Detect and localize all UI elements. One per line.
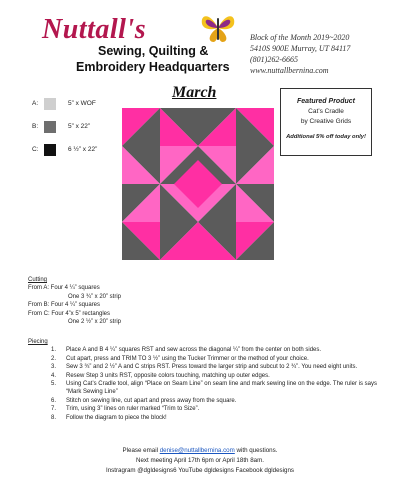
- step-number: 3.: [51, 364, 57, 371]
- step-text: Cut apart, press and TRIM TO 3 ½” using the Tucker Trimmer or the method of your choice.: [66, 355, 309, 362]
- fabric-swatches: [32, 92, 97, 161]
- step-text: Resew Step 3 units RST, opposite colors touching, matching up outer edges.: [66, 372, 270, 379]
- logo-line-2: Embroidery Headquarters: [76, 60, 230, 74]
- quilt-block-diagram: [122, 108, 274, 260]
- swatch-c: [44, 144, 56, 156]
- piecing-step: [28, 397, 378, 405]
- piecing-section: [28, 338, 378, 422]
- step-text: Follow the diagram to piece the block!: [66, 414, 167, 421]
- bom-title: Block of the Month 2019~2020: [250, 33, 350, 42]
- step-number: 1.: [51, 347, 57, 354]
- featured-product-name: Cat’s Cradle: [308, 108, 344, 115]
- cutting-line: From A: Four 4 ¼” squares: [28, 285, 100, 292]
- step-text: Trim, using 3” lines on ruler marked “Trim to Size”.: [66, 406, 200, 413]
- step-number: 8.: [51, 414, 57, 421]
- footer-social: Instragram @dgldesigns6 YouTube dgldesigns Facebook dgldesigns: [105, 467, 295, 474]
- step-text: Place A and B 4 ¼” squares RST and sew across the diagonal ¼” from the center on both sides.: [66, 347, 322, 354]
- cutting-line: From C: Four 4”x 5” rectangles: [28, 310, 111, 317]
- swatch-b: [44, 121, 56, 133]
- cutting-section: [28, 276, 121, 326]
- email-link[interactable]: denise@nuttallbernina.com: [159, 447, 235, 454]
- piecing-step: [28, 405, 378, 413]
- swatch-row: [32, 92, 97, 115]
- step-text: Using Cat’s Cradle tool, align “Place on Seam Line” on seam line and mark sewing line on the edge. The ruler is says “Mark Sewing Line”: [66, 381, 377, 396]
- block-of-month-info: [250, 32, 350, 76]
- swatch-size: 5” x WOF: [68, 100, 96, 107]
- piecing-step: [28, 414, 378, 422]
- featured-product-brand: by Creative Grids: [300, 118, 352, 125]
- logo-line-1: Sewing, Quilting &: [98, 44, 209, 58]
- swatch-letter: A:: [32, 100, 39, 107]
- piecing-step: [28, 346, 378, 354]
- swatch-row: [32, 115, 97, 138]
- piecing-steps: [28, 346, 378, 422]
- piecing-step: [28, 363, 378, 371]
- cutting-line: From B: Four 4 ¼” squares: [28, 302, 101, 309]
- cutting-heading: Cutting: [28, 277, 48, 283]
- featured-product-box: [280, 88, 372, 156]
- footer-meeting: Next meeting April 17th 6pm or April 18th 8am.: [136, 457, 264, 464]
- swatch-size: 6 ½” x 22”: [68, 146, 98, 153]
- footer-prefix: Please email: [122, 447, 160, 454]
- piecing-step: [28, 355, 378, 363]
- butterfly-logo-icon: [198, 8, 238, 48]
- footer-contact: [0, 446, 400, 456]
- step-number: 6.: [51, 397, 57, 404]
- piecing-heading: Piecing: [28, 339, 48, 345]
- footer-suffix: with questions.: [234, 447, 278, 454]
- step-number: 7.: [51, 406, 57, 413]
- step-number: 4.: [51, 372, 57, 379]
- address: 5410S 900E Murray, UT 84117: [250, 44, 351, 53]
- piecing-step: [28, 372, 378, 380]
- step-text: Sew 3 ¾” and 2 ½” A and C strips RST. Press toward the larger strip and subcut to 2 ¾”. You need eight units.: [66, 364, 358, 371]
- step-text: Stitch on sewing line, cut apart and press away from the square.: [66, 397, 237, 404]
- phone: (801)262-6665: [250, 55, 298, 64]
- logo-script: Nuttall's: [42, 14, 147, 45]
- swatch-letter: C:: [32, 146, 39, 153]
- featured-discount-note: Additional 5% off today only!: [286, 134, 366, 140]
- website[interactable]: www.nuttallbernina.com: [250, 66, 329, 75]
- piecing-step: [28, 380, 378, 397]
- swatch-letter: B:: [32, 123, 39, 130]
- page-title: March: [172, 84, 217, 101]
- step-number: 2.: [51, 355, 57, 362]
- swatch-row: [32, 138, 97, 161]
- swatch-size: 5” x 22”: [68, 123, 91, 130]
- cutting-line: One 3 ¾” x 20” strip: [68, 293, 122, 300]
- cutting-line: One 2 ½” x 20” strip: [68, 319, 122, 326]
- step-number: 5.: [51, 381, 57, 388]
- featured-title: Featured Product: [297, 98, 355, 105]
- swatch-a: [44, 98, 56, 110]
